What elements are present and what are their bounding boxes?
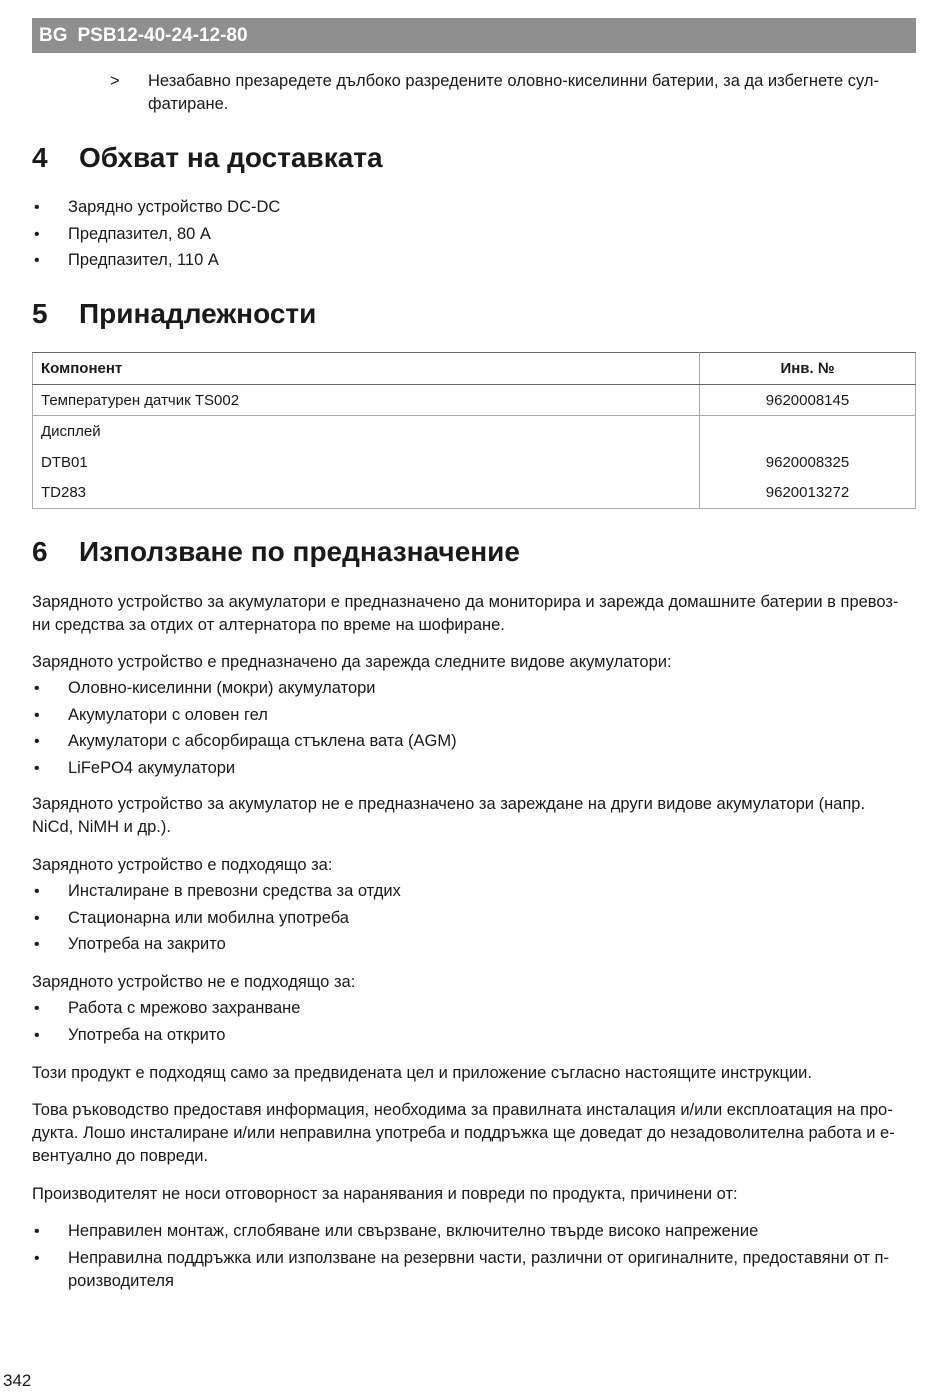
list-item: • Стационарна или мобилна употреба [32, 907, 916, 930]
paragraph: Зарядното устройство за акумулатор не е предназначено за зареждане на други видове акумулатори (напр. NiCd, NiMH и др.). [32, 795, 866, 836]
list-item: • Акумулатори с абсорбираща стъклена вата (AGM) [32, 730, 916, 753]
paragraph: Зарядното устройство за акумулатори е предназначено да мониторира и зарежда домашните батерии в превоз-ни средства за отдих от алтернатора по време на шофиране. [32, 593, 899, 634]
list-item: • Предпазител, 110 A [32, 249, 916, 272]
header-bar [32, 18, 916, 53]
table-row [33, 447, 916, 478]
list-item: • Зарядно устройство DC-DC [32, 196, 916, 219]
list-item: • Акумулатори с оловен гел [32, 704, 916, 727]
paragraph: Зарядното устройство не е подходящо за: [32, 973, 356, 991]
paragraph: Производителят не носи отговорност за наранявания и повреди по продукта, причинени от: [32, 1185, 738, 1203]
cell-component: TD283 [33, 478, 700, 509]
table-header-row [33, 353, 916, 385]
table-row [33, 385, 916, 416]
paragraph: Това ръководство предоставя информация, необходима за правилната инсталация и/или експлоатация на про-дукта. Лошо инсталиране и/или неправилна употреба и поддръжка ще доведат до незадоволителна работа и е-вентуално до повреди. [32, 1101, 895, 1165]
list-item: • Предпазител, 80 A [32, 223, 916, 246]
accessories-table [32, 352, 916, 509]
section-title: Принадлежности [79, 298, 317, 329]
section-number: 4 [32, 142, 48, 173]
arrow-marker: > [110, 72, 120, 90]
list-item: • Инсталиране в превозни средства за отдих [32, 880, 916, 903]
battery-types-list [32, 677, 916, 783]
not-suitable-for-list [32, 997, 916, 1050]
model-number: PSB12-40-24-12-80 [77, 24, 248, 46]
language-code: BG [39, 24, 68, 46]
cell-component: DTB01 [33, 447, 700, 478]
section-number: 5 [32, 298, 48, 329]
cell-inv-number [700, 416, 916, 447]
header-inv-number: Инв. № [700, 353, 916, 385]
instruction-step [110, 70, 920, 116]
list-item: • Неправилна поддръжка или използване на резервни части, различни от оригиналните, предоставяни от п-роизводителя [32, 1247, 916, 1293]
paragraph: Зарядното устройство е подходящо за: [32, 856, 333, 874]
section-4-heading [32, 142, 383, 174]
section-number: 6 [32, 536, 48, 567]
cell-inv-number: 9620013272 [765, 484, 850, 502]
page-number: 342 [3, 1371, 32, 1390]
cell-inv-number: 9620008145 [700, 385, 916, 416]
section-5-heading [32, 298, 316, 330]
list-item: • Употреба на открито [32, 1024, 916, 1047]
list-item: • Употреба на закрито [32, 933, 916, 956]
header-component: Компонент [33, 353, 700, 385]
list-item: • Работа с мрежово захранване [32, 997, 916, 1020]
section-title: Обхват на доставката [79, 142, 383, 173]
instruction-text: Незабавно презаредете дълбоко разредените оловно-киселинни батерии, за да избегнете сул-фатиране. [148, 72, 880, 113]
paragraph: Зарядното устройство е предназначено да зарежда следните видове акумулатори: [32, 653, 672, 671]
liability-exclusions-list [32, 1220, 916, 1296]
list-item: • LiFePO4 акумулатори [32, 757, 916, 780]
suitable-for-list [32, 880, 916, 960]
delivery-scope-list [32, 196, 916, 276]
section-title: Използване по предназначение [79, 536, 520, 567]
section-6-heading [32, 536, 520, 568]
cell-component: Температурен датчик TS002 [33, 385, 700, 416]
cell-component: Дисплей [33, 416, 700, 447]
list-item: • Оловно-киселинни (мокри) акумулатори [32, 677, 916, 700]
paragraph: Този продукт е подходящ само за предвидената цел и приложение съгласно настоящите инструкции. [32, 1064, 812, 1082]
cell-inv-number: 9620008325 [765, 453, 850, 471]
list-item: • Неправилен монтаж, сглобяване или свързване, включително твърде високо напрежение [32, 1220, 916, 1243]
table-row [33, 478, 916, 509]
table-row [33, 416, 916, 447]
